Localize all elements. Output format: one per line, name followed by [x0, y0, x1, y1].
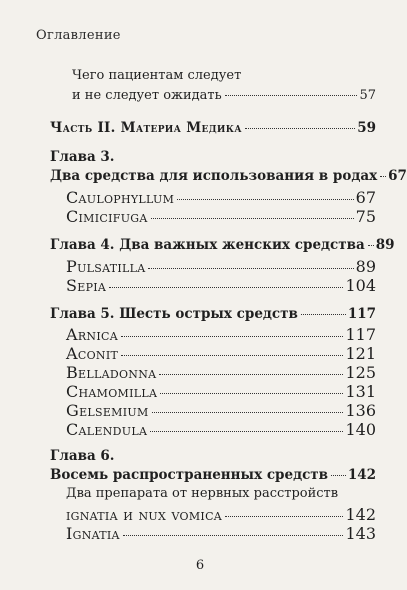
toc-entry-title: Два средства для использования в родах [50, 168, 378, 184]
toc-entry-title: Caulophyllum [66, 188, 175, 207]
toc-page-number: 117 [347, 306, 376, 322]
leader-dots [160, 393, 343, 394]
toc-entry-title: Pulsatilla [66, 257, 146, 276]
toc-entry-title: Aconit [66, 344, 119, 363]
leader-dots [109, 287, 343, 288]
leader-dots [225, 516, 343, 517]
toc-entry-title: Часть II. Материа Медика [50, 120, 242, 136]
toc-entry-title: Gelsemium [66, 401, 149, 420]
toc-entry-title: Ignatia [66, 524, 120, 543]
toc-page-number: 75 [355, 207, 376, 226]
toc-chapter-3-line1: Глава 3. [50, 149, 115, 165]
toc-entry-title: ignatia и nux vomica [66, 505, 223, 524]
toc-page-number: 57 [359, 88, 376, 103]
toc-page-number: 117 [345, 325, 376, 344]
leader-dots [301, 314, 346, 315]
toc-chapter-4 [50, 237, 395, 253]
toc-entry-title: и не следует ожидать [72, 88, 222, 103]
toc-chapter-3 [50, 168, 407, 184]
toc-page-number: 143 [345, 524, 376, 543]
toc-entry-line1: Чего пациентам следует [72, 68, 242, 83]
leader-dots [159, 374, 343, 375]
toc-part-2 [50, 120, 376, 136]
leader-dots [123, 535, 344, 536]
leader-dots [380, 176, 386, 177]
running-header: Оглавление [36, 28, 121, 43]
leader-dots [121, 336, 343, 337]
toc-chapter-5 [50, 306, 376, 322]
toc-entry-cimicifuga [66, 207, 376, 226]
toc-page-number: 142 [347, 467, 376, 483]
toc-entry-arnica [66, 325, 376, 344]
toc-entry-caulophyllum [66, 188, 376, 207]
toc-entry-ignatia-nux-vomica [66, 505, 376, 524]
toc-page-number: 125 [345, 363, 376, 382]
toc-entry-title: Cimicifuga [66, 207, 148, 226]
toc-entry-chamomilla [66, 382, 376, 401]
leader-dots [121, 355, 343, 356]
toc-entry-calendula [66, 420, 376, 439]
toc-entry-title: Chamomilla [66, 382, 158, 401]
toc-entry-title: Глава 5. Шесть острых средств [50, 306, 298, 322]
leader-dots [368, 245, 374, 246]
leader-dots [245, 128, 355, 129]
page-number: 6 [195, 558, 205, 573]
toc-entry-pulsatilla [66, 257, 376, 276]
toc-page-number: 67 [355, 188, 376, 207]
toc-page-number: 104 [345, 276, 376, 295]
toc-entry-gelsemium [66, 401, 376, 420]
leader-dots [177, 199, 353, 200]
toc-entry-ignatia [66, 524, 376, 543]
toc-page-number: 136 [345, 401, 376, 420]
leader-dots [151, 218, 354, 219]
toc-entry-belladonna [66, 363, 376, 382]
toc-page-number: 142 [345, 505, 376, 524]
leader-dots [152, 412, 344, 413]
toc-page-number: 89 [355, 257, 376, 276]
leader-dots [331, 475, 346, 476]
toc-page-number: 89 [375, 237, 395, 253]
toc-chapter-6 [50, 467, 376, 483]
toc-entry-title: Belladonna [66, 363, 157, 382]
toc-entry-title: Восемь распространенных средств [50, 467, 329, 483]
toc-page-number: 67 [388, 168, 407, 184]
toc-page-number: 59 [357, 120, 376, 136]
toc-entry-title: Calendula [66, 420, 148, 439]
leader-dots [148, 268, 353, 269]
toc-page-number: 121 [345, 344, 376, 363]
leader-dots [150, 431, 343, 432]
toc-chapter-6-line1: Глава 6. [50, 448, 115, 464]
leader-dots [225, 95, 358, 96]
toc-page-number: 140 [345, 420, 376, 439]
toc-entry-aconit [66, 344, 376, 363]
toc-entry-title: Глава 4. Два важных женских средства [50, 237, 365, 253]
toc-entry-title: Arnica [66, 325, 118, 344]
toc-page-number: 131 [345, 382, 376, 401]
toc-entry-sepia [66, 276, 376, 295]
toc-entry-expectations [72, 88, 376, 103]
toc-entry-title: Sepia [66, 276, 107, 295]
toc-entry-nervous-line1: Два препарата от нервных расстройств [66, 486, 339, 501]
